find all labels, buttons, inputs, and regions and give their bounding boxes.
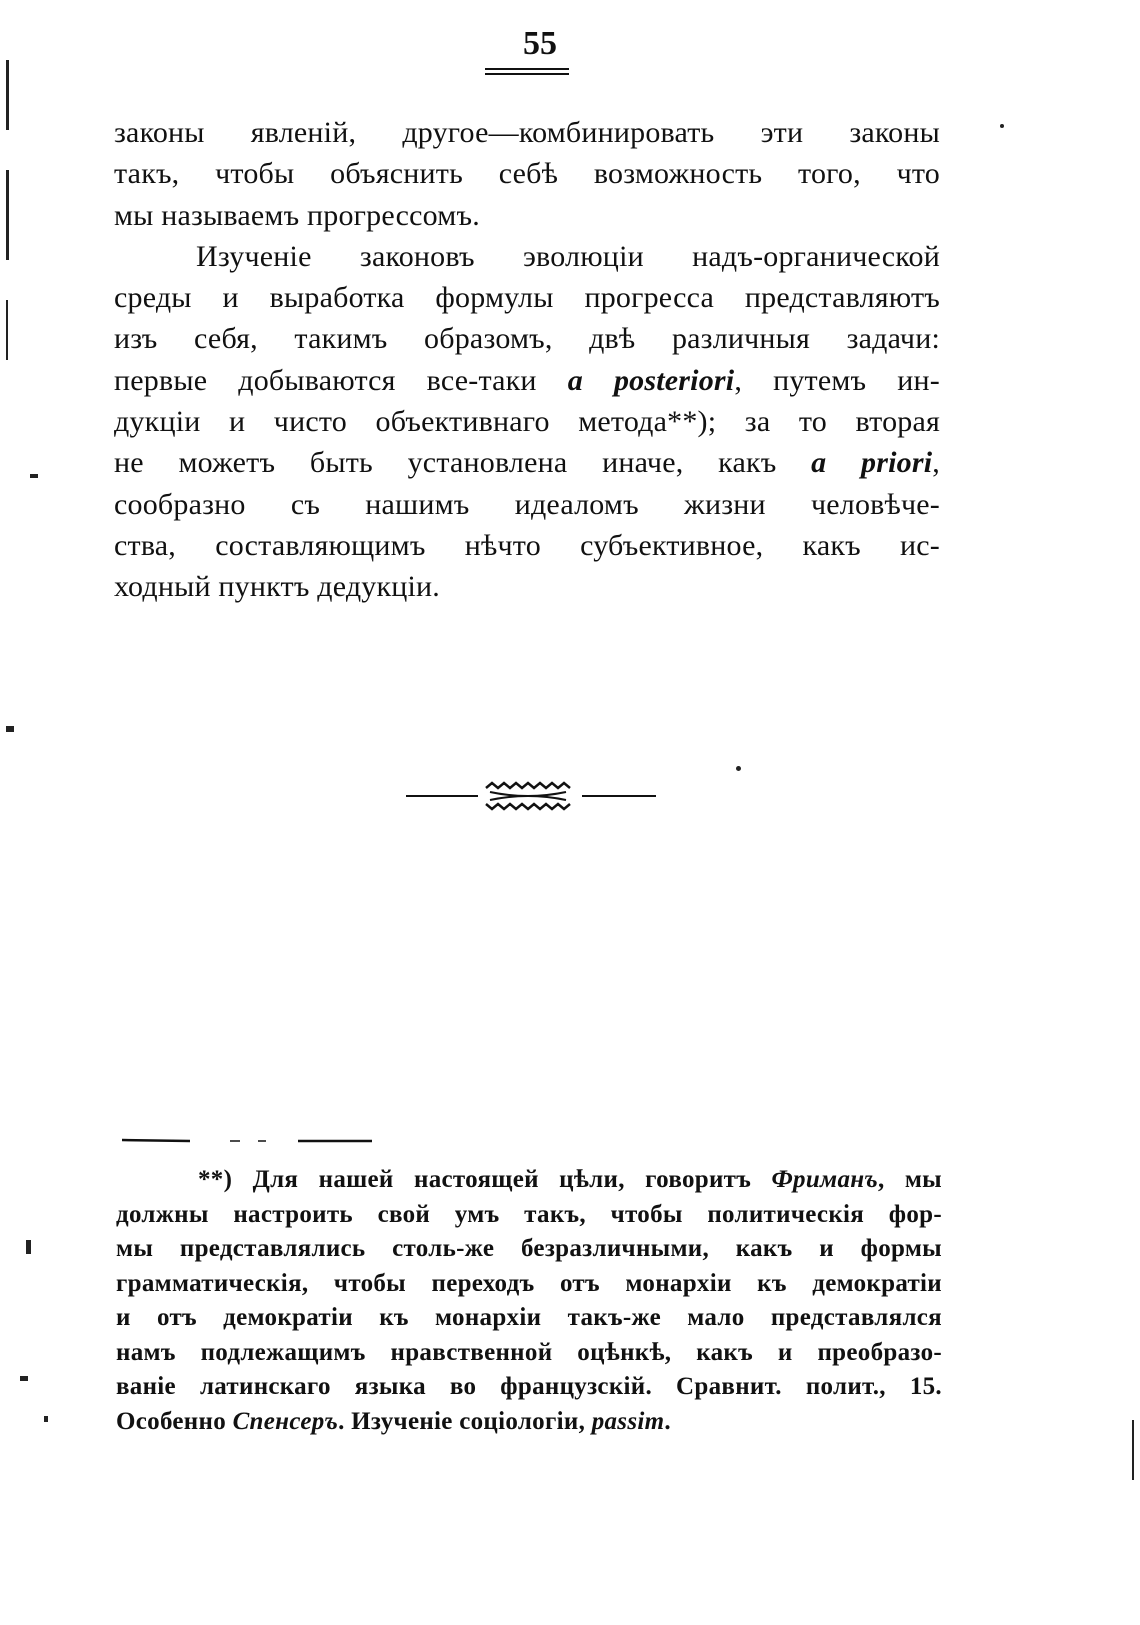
- scan-edge-mark: [1000, 124, 1004, 128]
- text-run: .: [664, 1407, 671, 1435]
- scan-edge-mark: [6, 726, 14, 732]
- footnote: [116, 1163, 942, 1439]
- footnote-line: должны настроить свой умъ такъ, чтобы политическія фор-: [116, 1200, 942, 1228]
- scan-edge-mark: [1132, 1420, 1134, 1480]
- text-run: , путемъ ин-: [734, 363, 940, 397]
- latin-term-passim: passim: [591, 1407, 665, 1435]
- author-name-freeman: Фриманъ: [771, 1166, 878, 1193]
- text-line: мы называемъ прогрессомъ.: [114, 198, 480, 232]
- footnote-line: [116, 1163, 942, 1198]
- footnote-separator: [122, 1138, 372, 1144]
- page-number-underline: [485, 68, 569, 75]
- footnote-line: намъ подлежащимъ нравственной оцѣнкѣ, какъ и преобразо-: [116, 1338, 942, 1366]
- footnote-marker: **): [198, 1166, 233, 1193]
- text-line: ходный пунктъ дедукціи.: [114, 570, 441, 604]
- scan-edge-mark: [6, 300, 8, 360]
- latin-term-a-posteriori: a posteriori: [567, 363, 735, 397]
- text-run: ,: [932, 446, 940, 480]
- text-run: Для нашей настоящей цѣли, говоритъ: [232, 1166, 772, 1193]
- scan-edge-mark: [20, 1376, 28, 1381]
- scan-edge-mark: [26, 1240, 31, 1254]
- text-run: не можетъ быть установлена иначе, какъ: [114, 446, 812, 480]
- text-run: Особенно: [116, 1407, 233, 1435]
- section-ornament: [406, 778, 656, 818]
- paragraph-1: [114, 112, 940, 236]
- text-line: среды и выработка формулы прогресса представляютъ: [114, 281, 940, 315]
- author-name-spencer: Спенсеръ: [232, 1407, 339, 1435]
- scan-edge-mark: [6, 60, 9, 130]
- text-run: первые добываются все-таки: [114, 363, 568, 397]
- text-run: , мы: [877, 1166, 943, 1193]
- scan-edge-mark: [44, 1416, 48, 1422]
- text-line: [114, 442, 940, 483]
- footnote-line: ваніе латинскаго языка во французскій. Сравнит. полит., 15.: [116, 1373, 942, 1400]
- paragraph-2: [114, 236, 940, 608]
- scan-edge-mark: [6, 170, 9, 260]
- scan-edge-mark: [30, 474, 38, 478]
- footnote-line: и отъ демократіи къ монархіи такъ-же мало представлялся: [116, 1304, 942, 1331]
- text-line: такъ, чтобы объяснить себѣ возможность того, что: [114, 157, 940, 191]
- main-text: [114, 112, 940, 608]
- text-run: . Изученіе соціологіи,: [338, 1407, 592, 1435]
- text-line: изъ себя, такимъ образомъ, двѣ различныя задачи:: [114, 322, 940, 356]
- text-line: Изученіе законовъ эволюціи надъ-органической: [196, 239, 940, 273]
- latin-term-a-priori: a priori: [811, 446, 933, 480]
- text-line: ства, составляющимъ нѣчто субъективное, какъ ис-: [114, 528, 940, 562]
- text-line: дукціи и чисто объективнаго метода**); за то вторая: [114, 405, 940, 439]
- footnote-line: [116, 1405, 942, 1440]
- page-number: 55: [523, 25, 557, 62]
- footnote-line: грамматическія, чтобы переходъ отъ монархіи къ демократіи: [116, 1269, 942, 1297]
- text-line: законы явленій, другое—комбинировать эти законы: [114, 116, 940, 149]
- scan-edge-mark: [736, 766, 741, 771]
- text-line: [114, 360, 940, 401]
- text-line: сообразно съ нашимъ идеаломъ жизни человѣче-: [114, 487, 940, 521]
- footnote-line: мы представлялись столь-же безразличными, какъ и формы: [116, 1235, 942, 1262]
